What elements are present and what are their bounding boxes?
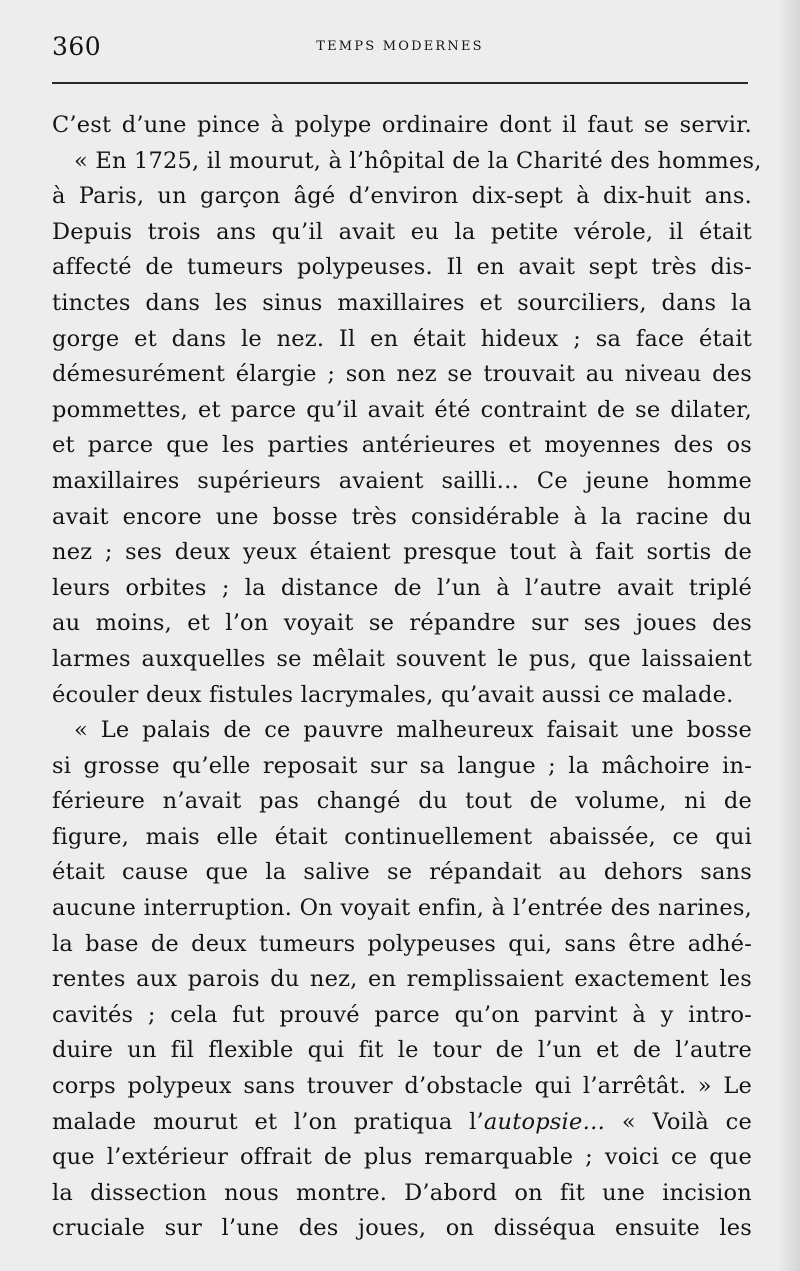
header-rule — [52, 82, 748, 84]
text-line: que l’extérieur offrait de plus remarquable ; voici ce que — [52, 1144, 752, 1171]
text-line: si grosse qu’elle reposait sur sa langue ; la mâchoire in- — [52, 752, 752, 779]
text-line: et parce que les parties antérieures et moyennes des os — [52, 432, 752, 459]
text-line: la dissection nous montre. D’abord on fit une incision — [52, 1179, 752, 1206]
body-text — [52, 108, 762, 1247]
text-line: avait encore une bosse très considérable à la racine du — [52, 503, 752, 530]
text-line: démesurément élargie ; son nez se trouvait au niveau des — [52, 361, 752, 388]
running-head: TEMPS MODERNES — [316, 39, 484, 54]
text-line: « En 1725, il mourut, à l’hôpital de la Charité des hommes, — [74, 147, 762, 174]
text-line: duire un fil flexible qui fit le tour de l’un et de l’autre — [52, 1037, 752, 1064]
text-line: rentes aux parois du nez, en remplissaient exactement les — [52, 966, 752, 993]
text-line: leurs orbites ; la distance de l’un à l’autre avait triplé — [52, 574, 752, 601]
text-line: cavités ; cela fut prouvé parce qu’on parvint à y intro- — [52, 1001, 752, 1028]
text-line: « Le palais de ce pauvre malheureux faisait une bosse — [74, 717, 752, 744]
text-line: larmes auxquelles se mêlait souvent le pus, que laissaient — [52, 645, 752, 672]
text-line: aucune interruption. On voyait enfin, à l’entrée des narines, — [52, 895, 752, 922]
text-line: affecté de tumeurs polypeuses. Il en avait sept très dis- — [52, 254, 752, 281]
text-line: pommettes, et parce qu’il avait été contraint de se dilater, — [52, 396, 752, 423]
text-line: C’est d’une pince à polype ordinaire dont il faut se servir. — [52, 112, 752, 138]
text-line: corps polypeux sans trouver d’obstacle qui l’arrêtât. » Le — [52, 1073, 752, 1100]
page-number: 360 — [52, 32, 102, 61]
text-line: maxillaires supérieurs avaient sailli… Ce jeune homme — [52, 467, 752, 494]
text-line-with-italic — [52, 1105, 752, 1141]
text-line: Depuis trois ans qu’il avait eu la petite vérole, il était — [52, 218, 752, 245]
text-line: nez ; ses deux yeux étaient presque tout à fait sortis de — [52, 539, 752, 566]
text-line: figure, mais elle était continuellement abaissée, ce qui — [52, 823, 752, 850]
text-line: la base de deux tumeurs polypeuses qui, sans être adhé- — [52, 930, 752, 957]
page-edge-shadow — [778, 0, 800, 1271]
text-line: était cause que la salive se répandait au dehors sans — [52, 859, 752, 886]
text-line: cruciale sur l’une des joues, on disséqua ensuite les — [52, 1215, 752, 1242]
text-line: au moins, et l’on voyait se répandre sur ses joues des — [52, 610, 752, 637]
text-line: férieure n’avait pas changé du tout de volume, ni de — [52, 788, 752, 815]
text-segment: malade mourut et l’on pratiqua l’ — [52, 1108, 484, 1135]
text-line: gorge et dans le nez. Il en était hideux ; sa face était — [52, 325, 752, 352]
text-line: à Paris, un garçon âgé d’environ dix-sept à dix-huit ans. — [52, 183, 752, 210]
text-line: écouler deux fistules lacrymales, qu’avait aussi ce malade. — [52, 681, 734, 708]
text-line: tinctes dans les sinus maxillaires et sourciliers, dans la — [52, 289, 752, 316]
italic-term: autopsie… — [483, 1108, 606, 1135]
page-header — [52, 30, 748, 66]
text-segment: « Voilà ce — [605, 1108, 753, 1135]
